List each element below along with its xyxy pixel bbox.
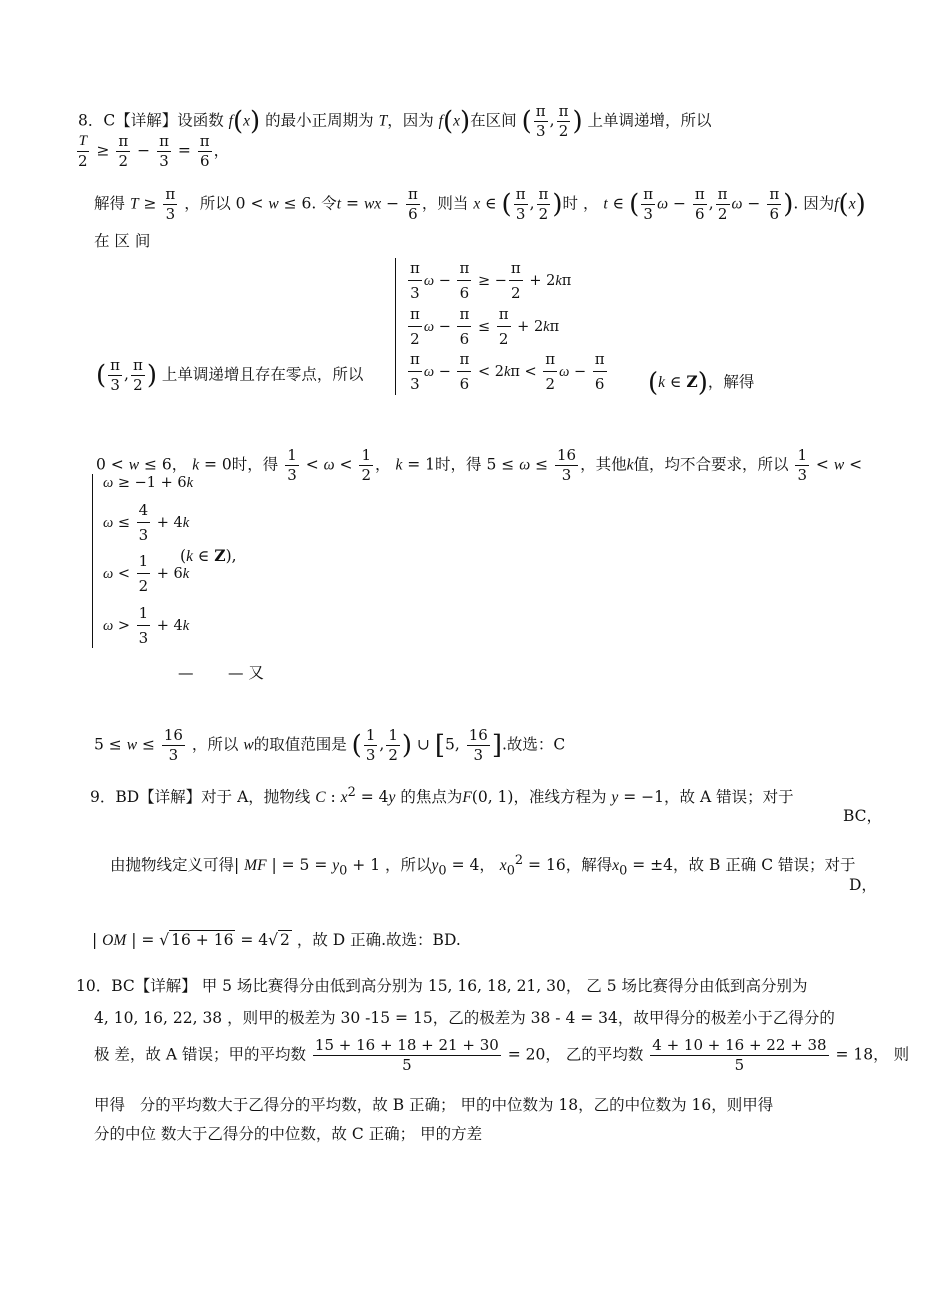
q8-line-6: 0 < w ≤ 6， k = 0时，得 $\frac{1}{3}$ < ω < $\frac{1}{2}$ ， k = 1时，得 5 ≤ ω ≤ $\frac{16}{3}$ ，其他k值，均不合要求，所以 $\frac{1}{3}$ < w < — [96, 446, 863, 484]
q10-line-5: 分的中位 数大于乙得分的中位数，故 C 正确； 甲的方差 — [94, 1125, 483, 1143]
q9-line-2: 由抛物线定义可得| MF | = $5 = y_0 + 1$ ，所以$y_0 = 4$， $x_0^2 = 16$，解得$x_0 = \pm 4$，故 B 正确 C 错误；对于 — [110, 853, 856, 879]
q9-line-2-end: D， — [849, 876, 877, 894]
q8-line-5: ( $\frac{\pi}{3}$ , $\frac{\pi}{2}$ ) 上单调递增且存在零点，所以 — [96, 356, 364, 394]
q9-line-1: 9．BD【详解】对于 A，抛物线 C : $x^2 = 4y$ 的焦点为F(0, 1)，准线方程为 y = −1，故 A 错误；对于 — [90, 785, 794, 807]
q10-line-2: 4, 10, 16, 22, 38 ，则甲的极差为 30 -15 = 15，乙的极差为 38 - 4 = 34，故甲得分的极差小于乙得分的 — [94, 1009, 835, 1027]
q8-line-3: 解得 T ≥ $\frac{\pi}{3}$ ，所以 0 < w ≤ 6. 令t = wx − $\frac{\pi}{6}$ ，则当 x ∈ ( $\frac{\pi}{3}$ , $\frac{\pi}{2}$ )时 ， t ∈ ( $\frac{\pi}{3}$ ω − $\frac{\pi}{6}$ , $\frac{\pi}{2}$ ω − $\frac{\pi}{6}$ ). 因为f(x) — [94, 185, 866, 223]
q8-line-2: $\frac{T}{2}$ ≥ $\frac{\pi}{2}$ − $\frac{\pi}{3}$ = $\frac{\pi}{6}$ ， — [78, 132, 230, 170]
q8-line-8: 5 ≤ w ≤ $\frac{16}{3}$ ，所以 w的取值范围是 ( $\frac{1}{3}$ , $\frac{1}{2}$ ) ∪ [5, $\frac{16}{3}$ ].故选：C — [94, 726, 566, 764]
q8-line-7: — — 又 — [178, 664, 264, 682]
q10-line-3: 极 差，故 A 错误；甲的平均数 $\frac{15 + 16 + 18 + 21 + 30}{5}$ = 20， 乙的平均数 $\frac{4 + 10 + 16 + 22 + 38}{5}$ = 18， 则 — [94, 1036, 910, 1074]
q8-line-4: 在 区 间 — [94, 232, 151, 250]
q10-line-4: 甲得 分的平均数大于乙得分的平均数，故 B 正确； 甲的中位数为 18，乙的中位数为 16，则甲得 — [94, 1096, 774, 1114]
q9-line-3: | OM | = √ 16 + 16 = 4√ 2 ，故 D 正确.故选：BD. — [92, 931, 461, 949]
q9-line-1-end: BC， — [843, 807, 883, 825]
q8-system-2: ω ≥ −1 + 6k ω ≤ $\frac{4}{3}$ + 4k ω < $\frac{1}{2}$ + 6k ω > $\frac{1}{3}$ + 4k — [92, 474, 193, 648]
q8-system-1: $\frac{\pi}{3}$ ω − $\frac{\pi}{6}$ ≥ − $\frac{\pi}{2}$ + 2kπ $\frac{\pi}{2}$ ω − $\frac{\pi}{6}$ ≤ $\frac{\pi}{2}$ + 2kπ $\frac{\pi}{3}$ ω − $\frac{\pi}{6}$ < 2kπ < $\frac{\pi}{2}$ ω − $\frac{\pi}{6}$ — [395, 258, 609, 395]
q8-system-2-k: (k ∈ Z), — [180, 546, 237, 565]
q8-line-5b: (k ∈ Z)，解得 — [648, 368, 755, 398]
q8-line-1: 8．C【详解】设函数 f(x) 的最小正周期为 T，因为 f(x)在区间 ( $\frac{\pi}{3}$ , $\frac{\pi}{2}$ ) 上单调递增，所以 — [78, 102, 712, 140]
q10-line-1: 10．BC【详解】 甲 5 场比赛得分由低到高分别为 15, 16, 18, 21, 30， 乙 5 场比赛得分由低到高分别为 — [76, 977, 808, 995]
